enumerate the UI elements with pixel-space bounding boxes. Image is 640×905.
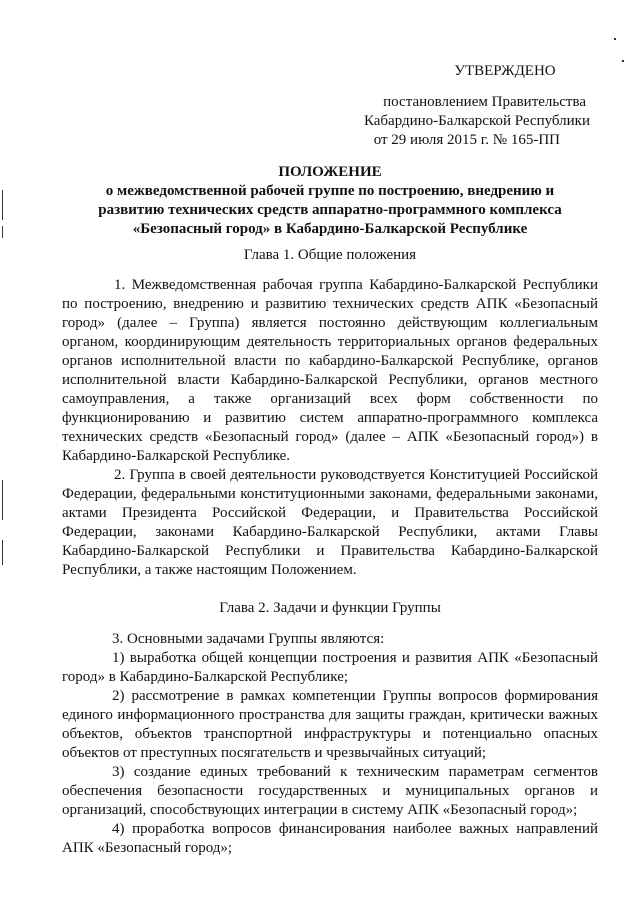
approval-block [360,62,590,150]
approval-line-1: постановлением Правительства [383,94,586,110]
scan-edge-mark [2,480,3,520]
approval-stamp: УТВЕРЖДЕНО [454,63,556,79]
task-item-4: 4) проработка вопросов финансирования наиболее важных направлений АПК «Безопасный город»; [62,821,598,856]
approval-line-3: от 29 июля 2015 г. № 165-ПП [373,132,560,148]
task-item-3: 3) создание единых требований к техническим параметрам сегментов обеспечения безопасности государственных и муниципальных органов и организаций, способствующих интеграции в систему АПК «Безопасный город»; [62,764,598,818]
task-item-1: 1) выработка общей концепции построения и развития АПК «Безопасный город» в Кабардино-Балкарской Республике; [62,650,598,685]
document-title [60,163,600,239]
chapter-1-heading: Глава 1. Общие положения [243,247,417,263]
chapter-1-body [62,276,598,580]
paragraph-1: 1. Межведомственная рабочая группа Кабардино-Балкарской Республики по построению, внедрению и развитию технических средств АПК «Безопасный город» (далее – Группа) является постоянно действующим коллегиальным органом, координирующим деятельность территориальных органов федеральных органов исполнительной власти по кабардино-Балкарской Республике, органов исполнительной власти Кабардино-Балкарской Республики, органов местного самоуправления, а также организаций всех форм собственности по функционированию и развитию систем аппаратно-программного комплекса технических средств «Безопасный город» (далее – АПК «Безопасный город») в Кабардино-Балкарской Республике. [62,277,598,464]
scan-edge-mark [2,190,3,220]
title-main: ПОЛОЖЕНИЕ [278,164,382,180]
chapter-2-heading: Глава 2. Задачи и функции Группы [219,600,441,616]
task-item-2: 2) рассмотрение в рамках компетенции Группы вопросов формирования единого информационного пространства для защиты граждан, критически важных объектов, объектов транспортной инфраструктуры и потенциально опасных объектов от преступных посягательств и чрезвычайных ситуаций; [62,688,598,761]
title-line-1: о межведомственной рабочей группе по построению, внедрению и [105,183,555,199]
scan-dot-mark [614,38,616,40]
scan-edge-mark [2,540,3,565]
approval-line-2: Кабардино-Балкарской Республики [363,113,590,129]
chapter-2-body [62,630,598,858]
scan-edge-mark [2,226,3,238]
title-line-3: «Безопасный город» в Кабардино-Балкарской Республике [132,221,528,237]
paragraph-3: 3. Основными задачами Группы являются: [112,631,385,647]
scan-dot-mark [622,60,624,62]
paragraph-2: 2. Группа в своей деятельности руководствуется Конституцией Российской Федерации, федеральными конституционными законами, федеральными законами, актами Президента Российской Федерации, и Правительства Российской Федерации, законами Кабардино-Балкарской Республики, актами Главы Кабардино-Балкарской Республики и Правительства Кабардино-Балкарской Республики, а также настоящим Положением. [62,467,598,578]
title-line-2: развитию технических средств аппаратно-программного комплекса [98,202,562,218]
